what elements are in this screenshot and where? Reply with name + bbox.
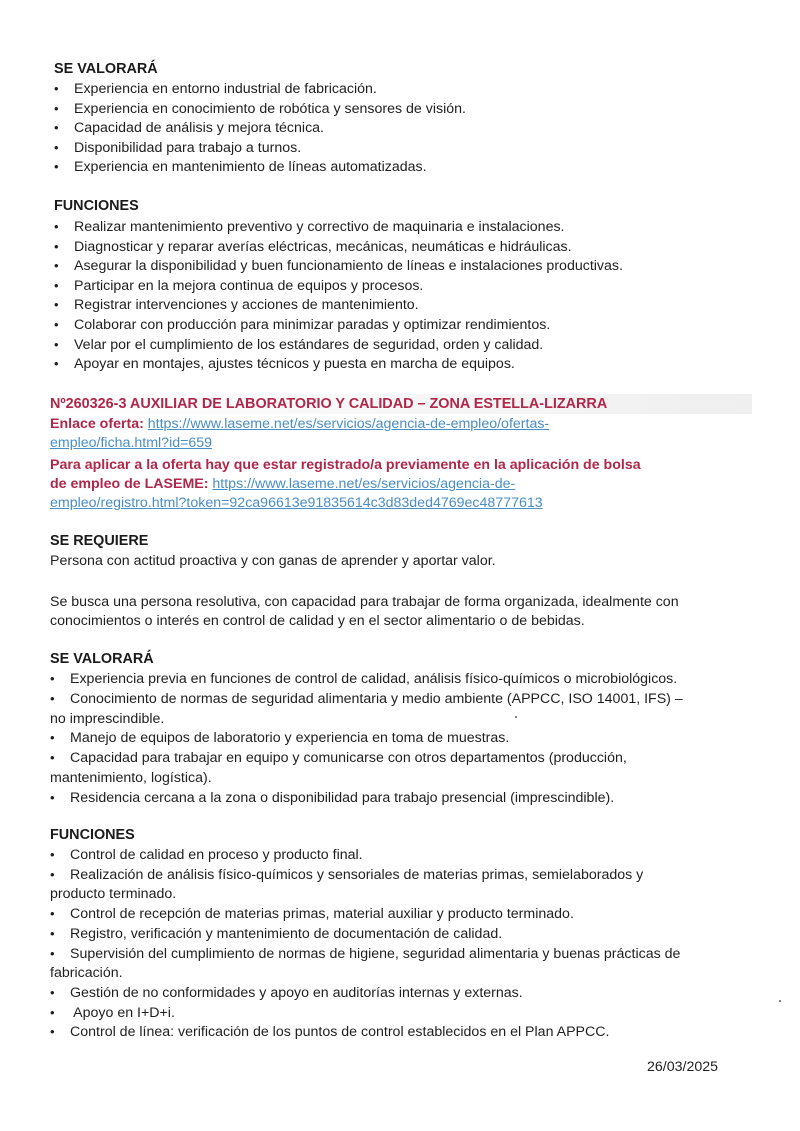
offer-link[interactable]: https://www.laseme.net/es/servicios/agencia-de-empleo/ofertas- — [147, 416, 550, 432]
bullet-icon: • — [50, 789, 55, 805]
offer-link-continued[interactable]: empleo/ficha.html?id=659 — [50, 435, 213, 451]
list-item-text: Asegurar la disponibilidad y buen funcionamiento de líneas e instalaciones productivas. — [74, 258, 623, 275]
paragraph: Persona con actitud proactiva y con ganas de aprender y aportar valor. — [50, 553, 496, 569]
bullet-icon: • — [50, 945, 55, 961]
list-item-text: Control de recepción de materias primas, material auxiliar y producto terminado. — [70, 906, 574, 923]
list-item — [50, 729, 509, 747]
list-item-text: Experiencia en mantenimiento de líneas automatizadas. — [74, 159, 427, 175]
scan-speck — [515, 716, 517, 718]
list-item-text: Manejo de equipos de laboratorio y experiencia en toma de muestras. — [70, 730, 510, 747]
bullet-icon: • — [50, 1004, 55, 1020]
list-item — [54, 296, 419, 314]
section-heading: FUNCIONES — [50, 827, 135, 843]
bullet-icon: • — [54, 277, 59, 293]
list-item — [50, 1023, 609, 1041]
list-item-text: Capacidad de análisis y mejora técnica. — [74, 120, 324, 136]
bullet-icon: • — [54, 81, 59, 96]
list-item — [54, 80, 377, 98]
bullet-icon: • — [54, 317, 59, 332]
list-item — [54, 355, 515, 373]
section-heading: SE REQUIERE — [50, 533, 149, 549]
list-item-text: Diagnosticar y reparar averías eléctricas, mecánicas, neumáticas e hidráulicas. — [74, 238, 572, 255]
list-item-continuation — [50, 710, 164, 728]
bullet-icon: • — [54, 297, 59, 313]
list-item-text: Disponibilidad para trabajo a turnos. — [74, 139, 302, 156]
offer-link-row — [50, 415, 549, 433]
apply-link[interactable]: https://www.laseme.net/es/servicios/agencia-de- — [212, 476, 516, 492]
list-item-text: Registrar intervenciones y acciones de mantenimiento. — [74, 297, 419, 314]
list-item-continuation — [50, 885, 176, 903]
list-item — [50, 925, 502, 943]
bullet-icon: • — [50, 984, 55, 1000]
list-item — [54, 336, 543, 354]
list-item-text: Realizar mantenimiento preventivo y correctivo de maquinaria e instalaciones. — [74, 219, 565, 235]
list-item — [54, 257, 623, 275]
list-item — [50, 866, 643, 884]
list-item — [50, 749, 627, 767]
list-item — [50, 1004, 175, 1022]
list-item — [54, 139, 301, 157]
list-item-text: mantenimiento, logística). — [50, 770, 212, 786]
list-item-text: Registro, verificación y mantenimiento de documentación de calidad. — [70, 925, 503, 942]
list-item-text: Velar por el cumplimiento de los estándares de seguridad, orden y calidad. — [74, 336, 544, 353]
list-item — [54, 158, 427, 176]
apply-link-row — [50, 475, 515, 493]
bullet-icon: • — [50, 730, 55, 746]
bullet-icon: • — [50, 750, 55, 766]
list-item — [54, 316, 550, 334]
section-heading: FUNCIONES — [54, 198, 139, 214]
bullet-icon: • — [50, 671, 55, 686]
list-item-text: Experiencia en conocimiento de robótica y sensores de visión. — [74, 100, 466, 117]
paragraph: Se busca una persona resolutiva, con capacidad para trabajar de forma organizada, idealmente con — [50, 594, 679, 610]
offer-title: Nº260326-3 AUXILIAR DE LABORATORIO Y CALIDAD – ZONA ESTELLA-LIZARRA — [50, 396, 608, 412]
bullet-icon: • — [54, 159, 59, 174]
list-item-continuation — [50, 964, 123, 982]
list-item — [50, 984, 523, 1002]
bullet-icon: • — [50, 906, 55, 922]
offer-link-label: Enlace oferta: — [50, 416, 144, 432]
bullet-icon: • — [50, 925, 55, 941]
list-item-text: Realización de análisis físico-químicos y sensoriales de materias primas, semielaborados y — [70, 866, 644, 883]
list-item — [54, 238, 572, 256]
paragraph: conocimientos o interés en control de calidad y en el sector alimentario o de bebidas. — [50, 613, 585, 629]
list-item — [50, 846, 363, 864]
apply-instructions: Para aplicar a la oferta hay que estar registrado/a previamente en la aplicación de bolsa — [50, 457, 641, 473]
bullet-icon: • — [54, 356, 59, 372]
document-date: 26/03/2025 — [647, 1059, 719, 1075]
bullet-icon: • — [54, 100, 59, 116]
apply-link-label: de empleo de LASEME: — [50, 476, 209, 492]
list-item — [54, 277, 423, 295]
apply-link-continued[interactable]: empleo/registro.html?token=92ca96613e91835614c3d83ded4769ec48777613 — [50, 495, 543, 511]
list-item — [50, 945, 680, 963]
list-item-text: fabricación. — [50, 965, 123, 982]
list-item — [54, 119, 324, 137]
list-item — [54, 100, 466, 118]
bullet-icon: • — [54, 258, 59, 274]
bullet-icon: • — [54, 238, 59, 254]
list-item — [50, 670, 677, 688]
list-item-text: Control de calidad en proceso y producto final. — [70, 847, 363, 863]
list-item-text: Apoyar en montajes, ajustes técnicos y puesta en marcha de equipos. — [74, 356, 515, 373]
list-item-text: Colaborar con producción para minimizar paradas y optimizar rendimientos. — [74, 317, 551, 333]
list-item-text: Conocimiento de normas de seguridad alimentaria y medio ambiente (APPCC, ISO 14001, IFS) – — [70, 690, 683, 707]
bullet-icon: • — [50, 1024, 55, 1040]
bullet-icon: • — [50, 866, 55, 882]
list-item-text: Participar en la mejora continua de equipos y procesos. — [74, 277, 424, 294]
list-item-text: Experiencia previa en funciones de control de calidad, análisis físico-químicos o microbiológicos. — [70, 671, 678, 687]
list-item — [50, 789, 614, 807]
list-item — [50, 905, 574, 923]
list-item-text: Gestión de no conformidades y apoyo en auditorías internas y externas. — [70, 984, 523, 1001]
list-item-continuation — [50, 769, 212, 787]
list-item-text: Experiencia en entorno industrial de fabricación. — [74, 81, 377, 97]
bullet-icon: • — [54, 120, 59, 135]
list-item-text: producto terminado. — [50, 886, 177, 903]
list-item-text: Control de línea: verificación de los puntos de control establecidos en el Plan APPCC. — [70, 1024, 610, 1041]
bullet-icon: • — [54, 139, 59, 155]
list-item-text: Apoyo en I+D+i. — [70, 1004, 175, 1021]
list-item-text: Supervisión del cumplimiento de normas de higiene, seguridad alimentaria y buenas prácticas de — [70, 945, 681, 962]
list-item-text: Capacidad para trabajar en equipo y comunicarse con otros departamentos (producción, — [70, 750, 627, 767]
list-item — [50, 690, 683, 708]
list-item-text: no imprescindible. — [50, 710, 165, 727]
list-item — [54, 218, 565, 236]
section-heading: SE VALORARÁ — [54, 61, 158, 77]
bullet-icon: • — [54, 219, 59, 234]
list-item-text: Residencia cercana a la zona o disponibilidad para trabajo presencial (imprescindible). — [70, 789, 615, 806]
scan-speck — [779, 1000, 781, 1002]
bullet-icon: • — [50, 847, 55, 862]
bullet-icon: • — [50, 690, 55, 706]
bullet-icon: • — [54, 336, 59, 352]
section-heading: SE VALORARÁ — [50, 651, 154, 667]
